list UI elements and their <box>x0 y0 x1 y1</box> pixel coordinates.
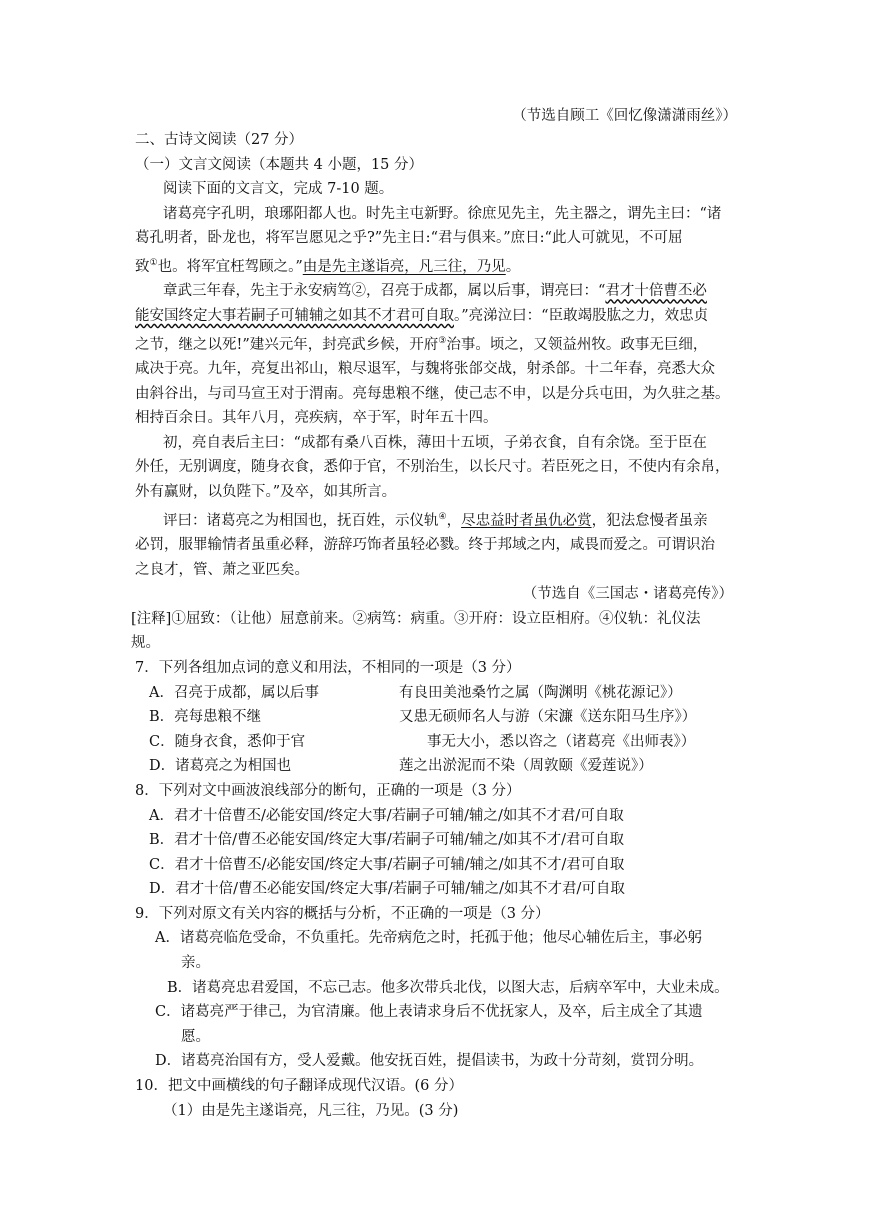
q9-stem: 9．下列对原文有关内容的概括与分析，不正确的一项是（3 分） <box>135 905 550 922</box>
text-span: 召亮于成都， <box>173 684 261 701</box>
footnote-marker: ① <box>149 257 158 268</box>
dotted-word: 属 <box>467 283 482 300</box>
exam-body <box>131 128 741 1123</box>
passage-p4-line2: 必罚，服罪输情者虽重必释，游辞巧饰者虽轻必戮。终于邦域之内，咸畏而爱之。可谓识治 <box>135 536 715 553</box>
text-span: 有良田美池桑竹之 <box>399 684 515 701</box>
source-citation-top: （节选自顾工《回忆像潇潇雨丝》） <box>512 108 737 124</box>
q9-option-b: B．诸葛亮忠君爱国，不忘己志。他多次带兵北伐，以图大志，后病卒军中，大业未成。 <box>167 979 729 996</box>
text-span: 事无大小， <box>427 733 500 750</box>
option-right <box>399 705 741 730</box>
q9-option-a-line2: 亲。 <box>181 955 210 972</box>
q8-stem: 8．下列对文中画波浪线部分的断句，正确的一项是（3 分） <box>135 782 521 799</box>
q10-sub1: （1）由是先主遂诣亮，凡三往，乃见。(3 分) <box>163 1102 459 1119</box>
q8-option-b: B．君才十倍/曹丕必能安国/终定大事/若嗣子可辅/辅之/如其不才/君可自取 <box>149 832 624 849</box>
q7-option-b <box>135 705 741 730</box>
passage-p3-line3: 外有赢财，以负陛下。”及卒，如其所言。 <box>135 483 397 500</box>
q7-option-c <box>135 730 741 755</box>
text-span: 为相国也，抚百姓，示仪轨 <box>264 512 439 529</box>
q8-option-a: A．君才十倍曹丕/必能安国/终定大事/若嗣子可辅/辅之/如其不才君/可自取 <box>149 807 624 824</box>
section-title: 二、古诗文阅读（27 分） <box>135 132 304 148</box>
option-right <box>399 754 741 779</box>
text-span: 之节，继之以死!”建兴元年，封亮武乡候，开府 <box>135 336 439 353</box>
passage-p2-line4: 咸决于亮。九年，亮复出祁山，粮尽退军，与魏将张郃交战，射杀郃。十二年春，亮悉大众 <box>135 361 715 377</box>
dotted-word: 之 <box>218 758 234 775</box>
text-span: 为相国也 <box>233 758 292 775</box>
footnote-marker: ③ <box>438 335 447 346</box>
passage-p2-line3 <box>135 329 741 357</box>
option-label: B． <box>149 709 175 726</box>
text-span: 又 <box>399 709 414 726</box>
q7-option-a <box>135 681 741 706</box>
option-right <box>399 681 741 706</box>
source-citation-mid: （节选自《三国志・诸葛亮传》） <box>522 586 733 603</box>
wavy-underlined-text: 能安国终定大事若嗣子可辅辅之如其不才君可自取 <box>135 307 454 324</box>
text-span: 无硕师名人与游（宋濂《送东阳马生序》） <box>428 709 697 726</box>
text-span: 。 <box>505 258 521 275</box>
text-span: 亮每 <box>174 709 204 726</box>
dotted-word: 患 <box>413 709 428 726</box>
text-span: 致 <box>135 258 150 275</box>
q9-option-a-line1: A．诸葛亮临危受命，不负重托。先帝病危之时，托孤于他；他尽心辅佐后主，事必躬 <box>155 930 702 947</box>
text-span: 也。将军宜枉驾顾之。” <box>157 258 303 275</box>
text-span: 出淤泥而不染（周敦颐《爱莲说》） <box>428 758 653 775</box>
option-right <box>399 730 741 755</box>
q9-option-c-line1: C．诸葛亮严于律己，为官清廉。他上表请求身后不优抚家人，及卒，后主成全了其遗 <box>155 1004 703 1021</box>
notes-line1: [注释]①屈致：（让他）屈意前来。②病笃：病重。③开府：设立臣相府。④仪轨：礼仪法 <box>131 610 701 627</box>
passage-p2-line6: 相持百余日。其年八月，亮疾病，卒于军，时年五十四。 <box>135 410 498 427</box>
dotted-word: 患 <box>203 709 218 726</box>
subsection-title: （一）文言文阅读（本题共 4 小题，15 分） <box>135 156 424 173</box>
reading-instruction: 阅读下面的文言文，完成 7-10 题。 <box>163 181 394 198</box>
dotted-word: 悉 <box>247 733 262 750</box>
option-left <box>149 705 399 730</box>
q7-stem: 7．下列各组加点词的意义和用法，不相同的一项是（3 分） <box>135 659 521 676</box>
text-span: 以后事，谓亮曰：“ <box>482 283 606 300</box>
text-span: 评曰：诸葛亮 <box>163 512 250 529</box>
option-label: D． <box>149 758 176 775</box>
underlined-sentence: 由是先主遂诣亮，凡三往，乃见 <box>302 258 506 275</box>
q8-option-c: C．君才十倍曹丕/必能安国/终定大事/若嗣子可辅/辅之/如其不才/君可自取 <box>149 856 625 873</box>
passage-p2-line1 <box>135 279 741 304</box>
wavy-underlined-text: 君才十倍曹丕必 <box>605 283 707 300</box>
q9-option-c-line2: 愿。 <box>181 1028 210 1045</box>
text-span: ，犯法怠慢者虽亲 <box>591 512 708 529</box>
text-span: 以咨之（诸葛亮《出师表》） <box>514 733 696 750</box>
passage-p4-line1 <box>135 505 741 533</box>
text-span: 以后事 <box>275 684 319 701</box>
option-label: C． <box>149 733 175 750</box>
dotted-word: 之 <box>413 758 428 775</box>
text-span: 随身衣食， <box>174 733 248 750</box>
q7-option-d <box>135 754 741 779</box>
passage-p2-line5: 由斜谷出，与司马宣王对于渭南。亮每患粮不继，使己志不申，以是分兵屯田，为久驻之基。 <box>135 385 730 402</box>
dotted-word: 悉 <box>499 733 514 750</box>
underlined-sentence: 尽忠益时者虽仇必赏 <box>461 512 592 529</box>
text-span: 粮不继 <box>217 709 262 726</box>
option-left <box>149 681 399 706</box>
passage-p1-line2: 葛孔明者，卧龙也，将军岂愿见之乎?”先主日:“君与俱来。”庶日:“此人可就见，不可屈 <box>135 230 683 247</box>
option-left <box>149 754 399 779</box>
text-span: 。”亮涕泣曰：“臣敢竭股肱之力，效忠贞 <box>454 307 709 324</box>
passage-p2-line2 <box>135 304 741 329</box>
q10-stem: 10．把文中画横线的句子翻译成现代汉语。(6 分） <box>135 1078 463 1095</box>
text-span: ， <box>446 512 462 529</box>
option-left <box>149 730 399 755</box>
passage-p4-line3: 之良才，管、萧之亚匹矣。 <box>135 561 309 578</box>
text-span: （陶渊明《桃花源记》） <box>529 684 682 701</box>
passage-p3-line2: 外任，无别调度，随身衣食，悉仰于官，不别治生，以长尺寸。若臣死之日，不使内有余帛， <box>135 459 730 476</box>
footnote-marker: ④ <box>438 511 447 522</box>
q8-option-d: D．君才十倍/曹丕必能安国/终定大事/若嗣子可辅/辅之/如其不才君/可自取 <box>149 881 625 898</box>
passage-p1-line3 <box>135 251 741 279</box>
notes-line2: 规。 <box>131 635 160 652</box>
text-span: 莲 <box>399 758 414 775</box>
text-span: 仰于官 <box>261 733 306 750</box>
dotted-word: 属 <box>515 684 530 701</box>
option-label: A． <box>149 684 174 701</box>
passage-p1-line1: 诸葛亮字孔明，琅琊阳都人也。时先主屯新野。徐庶见先主，先主器之，谓先主曰：“诸 <box>163 205 722 222</box>
passage-p3-line1: 初，亮自表后主曰：“成都有桑八百株，薄田十五顷，子弟衣食，自有余饶。至于臣在 <box>163 434 707 451</box>
dotted-word: 属 <box>260 684 276 701</box>
text-span: 诸葛亮 <box>175 758 219 775</box>
q9-option-d: D．诸葛亮治国有方，受人爱戴。他安抚百姓，提倡读书，为政十分苛刻，赏罚分明。 <box>155 1053 704 1070</box>
text-span: 章武三年春，先主于永安病笃②，召亮于成都， <box>163 283 468 300</box>
text-span: 治事。顷之，又领益州牧。政事无巨细， <box>446 336 708 353</box>
dotted-word: 之 <box>250 512 265 529</box>
